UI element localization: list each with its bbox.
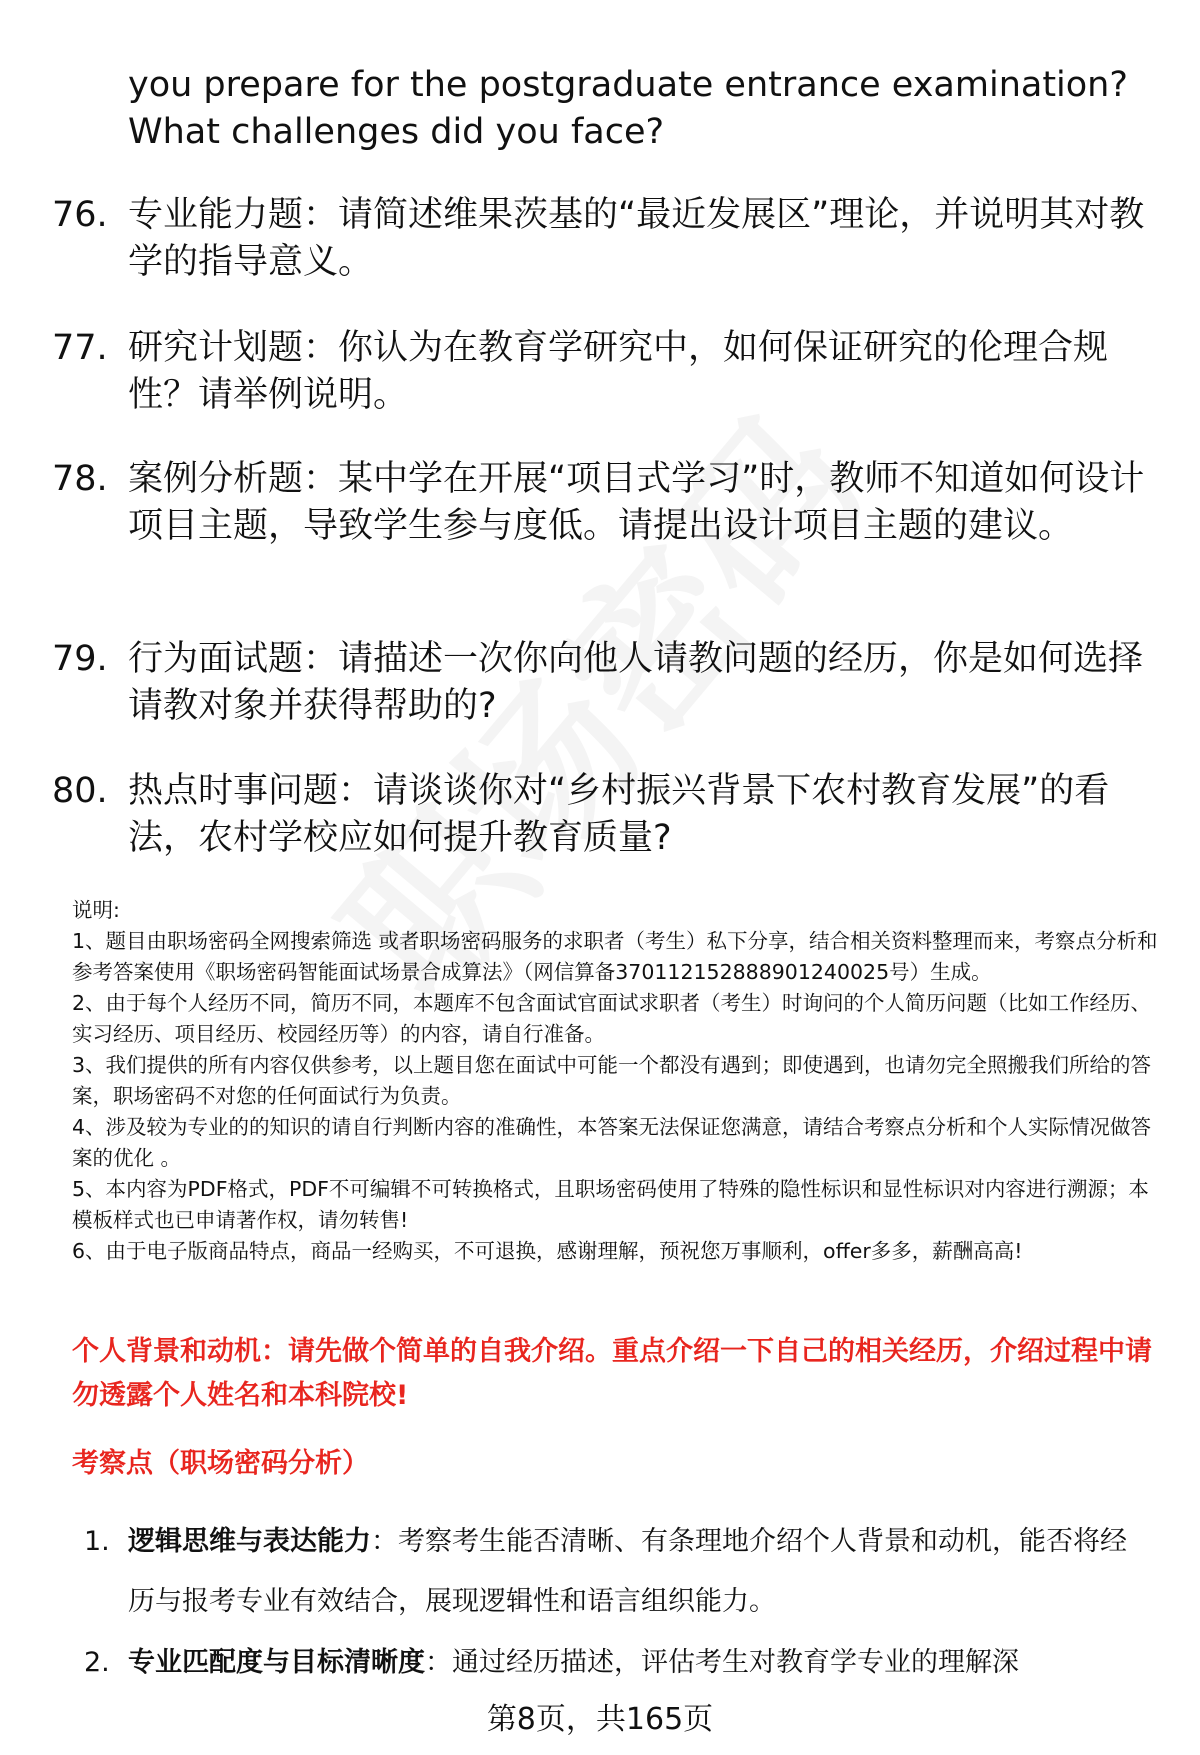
question-item	[52, 768, 1152, 862]
note-item: 2、由于每个人经历不同，简历不同，本题库不包含面试官面试求职者（考生）时询问的个人简历问题（比如工作经历、实习经历、项目经历、校园经历等）的内容，请自行准备。	[72, 991, 1152, 1046]
point-title: 专业匹配度与目标清晰度	[128, 1647, 425, 1678]
point-number: 1.	[84, 1526, 110, 1557]
question-item	[52, 192, 1152, 286]
section-subheading: 考察点（职场密码分析）	[72, 1448, 369, 1479]
continuation-line: you prepare for the postgraduate entrance examination?	[128, 65, 1128, 105]
question-number: 78.	[52, 459, 108, 499]
note-item: 5、本内容为PDF格式，PDF不可编辑不可转换格式，且职场密码使用了特殊的隐性标识和显性标识对内容进行溯源；本模板样式也已申请著作权，请勿转售!	[72, 1177, 1149, 1232]
note-item: 3、我们提供的所有内容仅供参考，以上题目您在面试中可能一个都没有遇到；即使遇到，也请勿完全照搬我们所给的答案，职场密码不对您的任何面试行为负责。	[72, 1053, 1152, 1108]
question-continuation	[52, 62, 1152, 156]
point-number: 2.	[84, 1647, 110, 1678]
question-item	[52, 636, 1152, 730]
point-text: ：通过经历描述，评估考生对教育学专业的理解深	[425, 1647, 1019, 1678]
disclaimer-notes	[72, 895, 1162, 1267]
question-item	[52, 325, 1152, 419]
note-item: 1、题目由职场密码全网搜索筛选 或者职场密码服务的求职者（考生）私下分享，结合相关资料整理而来，考察点分析和参考答案使用《职场密码智能面试场景合成算法》（网信算备370112152888901240025号）生成。	[72, 929, 1158, 984]
analysis-point	[84, 1512, 1144, 1632]
note-item: 6、由于电子版商品特点，商品一经购买，不可退换，感谢理解，预祝您万事顺利，offer多多，薪酬高高!	[72, 1239, 1023, 1263]
point-title: 逻辑思维与表达能力	[128, 1526, 371, 1557]
question-text: 热点时事问题：请谈谈你对“乡村振兴背景下农村教育发展”的看法，农村学校应如何提升教育质量?	[128, 771, 1110, 858]
question-text: 专业能力题：请简述维果茨基的“最近发展区”理论，并说明其对教学的指导意义。	[128, 195, 1145, 282]
page-number: 第8页，共165页	[486, 1702, 714, 1737]
notes-title: 说明:	[72, 898, 120, 922]
question-text: 研究计划题：你认为在教育学研究中，如何保证研究的伦理合规性？请举例说明。	[128, 328, 1109, 415]
continuation-line: What challenges did you face?	[128, 112, 665, 152]
point-text: ：考察考生能否清晰、有条理地介绍个人背景和动机，能否将经历与报考专业有效结合，展现逻辑性和语言组织能力。	[128, 1526, 1127, 1617]
question-item	[52, 456, 1152, 550]
question-text: 行为面试题：请描述一次你向他人请教问题的经历，你是如何选择请教对象并获得帮助的?	[128, 639, 1144, 726]
analysis-point	[84, 1633, 1144, 1693]
question-number: 80.	[52, 771, 108, 811]
note-item: 4、涉及较为专业的的知识的请自行判断内容的准确性，本答案无法保证您满意，请结合考察点分析和个人实际情况做答案的优化 。	[72, 1115, 1152, 1170]
question-number: 77.	[52, 328, 108, 368]
question-text: 案例分析题：某中学在开展“项目式学习”时，教师不知道如何设计项目主题，导致学生参与度低。请提出设计项目主题的建议。	[128, 459, 1145, 546]
question-number: 79.	[52, 639, 108, 679]
section-heading: 个人背景和动机：请先做个简单的自我介绍。重点介绍一下自己的相关经历，介绍过程中请勿透露个人姓名和本科院校!	[72, 1336, 1152, 1411]
question-number: 76.	[52, 195, 108, 235]
